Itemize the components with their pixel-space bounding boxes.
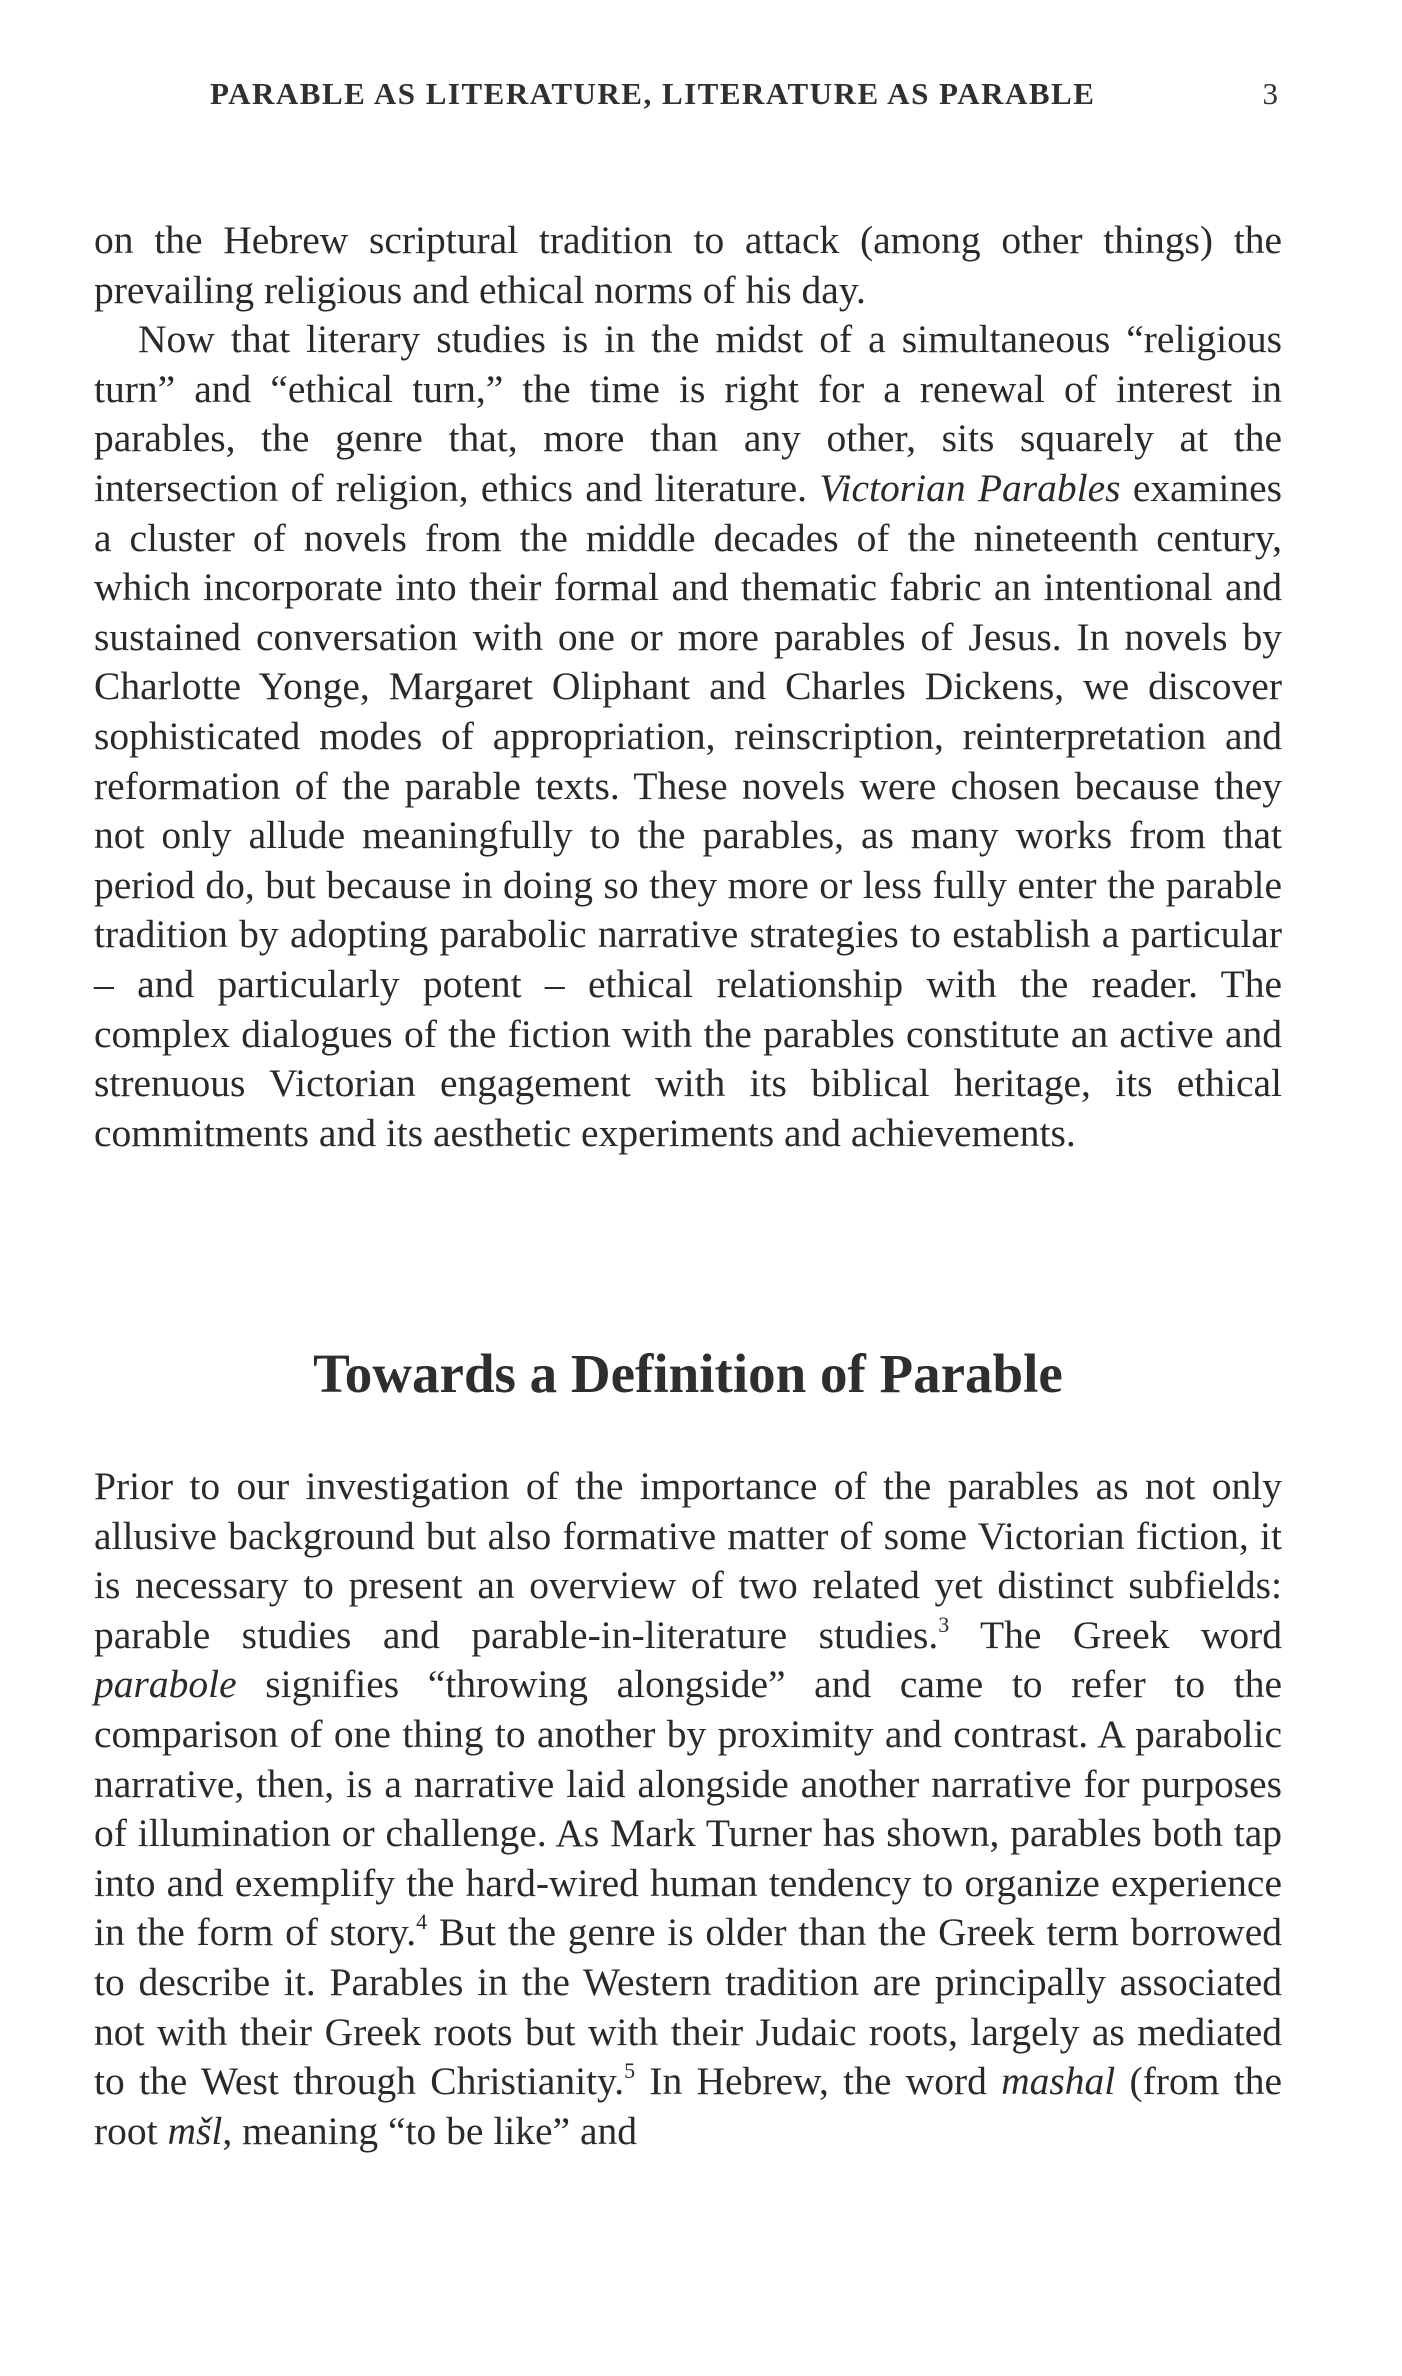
- book-title-italic: Victorian Parables: [819, 465, 1121, 510]
- footnote-marker: 5: [624, 2058, 636, 2084]
- body-text-block-1: [94, 216, 1282, 1158]
- body-text-block-2: [94, 1462, 1282, 2156]
- term-italic: parabole: [94, 1662, 237, 1707]
- paragraph-definition: [94, 1462, 1282, 2156]
- paragraph-text: The Greek word: [949, 1612, 1283, 1657]
- section-heading: Towards a Definition of Parable: [313, 1343, 1063, 1404]
- footnote-marker: 3: [938, 1611, 950, 1637]
- paragraph-victorian-parables: [94, 315, 1282, 1158]
- paragraph-text: Now that literary studies is in the midst of a simultaneous “religious turn” and “ethical turn,” the time is right for a renewal of interest in parables, the genre that, more than any other, sits squarely at the intersection of religion, ethics and literature.: [94, 317, 1282, 510]
- paragraph-text: Prior to our investigation of the importance of the parables as not only allusive background but also formative matter of some Victorian fiction, it is necessary to present an overview of two related yet distinct subfields: parable studies and parable-in-literature studies.: [94, 1464, 1282, 1657]
- paragraph-continued: on the Hebrew scriptural tradition to attack (among other things) the prevailing religious and ethical norms of his day.: [94, 218, 1282, 312]
- paragraph-text: , meaning “to be like” and: [222, 2108, 637, 2153]
- term-italic: mashal: [1001, 2059, 1116, 2104]
- paragraph-text: (from the root: [94, 2059, 1282, 2153]
- paragraph-text: signifies “throwing alongside” and came to refer to the comparison of one thing to another by proximity and contrast. A parabolic narrative, then, is a narrative laid alongside another narrative for purposes of illumination or challenge. As Mark Turner has shown, parables both tap into and exemplify the hard-wired human tendency to organize experience in the form of story.: [94, 1662, 1282, 1955]
- running-header: [94, 76, 1278, 116]
- paragraph-text: examines a cluster of novels from the middle decades of the nineteenth century, which incorporate into their formal and thematic fabric an intentional and sustained conversation with one or more parables of Jesus. In novels by Charlotte Yonge, Margaret Oliphant and Charles Dickens, we discover sophisticated modes of appropriation, reinscription, reinterpretation and reformation of the parable texts. These novels were chosen because they not only allude meaningfully to the parables, as many works from that period do, but because in doing so they more or less fully enter the parable tradition by adopting parabolic narrative strategies to establish a particular – and particularly potent – ethical relationship with the reader. The complex dialogues of the fiction with the parables constitute an active and strenuous Victorian engagement with its biblical heritage, its ethical commitments and its aesthetic experiments and achievements.: [94, 465, 1283, 1155]
- footnote-marker: 4: [416, 1909, 428, 1935]
- running-title: PARABLE AS LITERATURE, LITERATURE AS PARABLE: [210, 76, 1096, 111]
- page-number: 3: [1262, 76, 1278, 111]
- paragraph-text: But the genre is older than the Greek term borrowed to describe it. Parables in the Western tradition are principally associated not with their Greek roots but with their Judaic roots, largely as mediated to the West through Christianity.: [94, 1910, 1282, 2104]
- term-italic: mšl: [167, 2108, 223, 2153]
- paragraph-text: In Hebrew, the word: [635, 2059, 1002, 2104]
